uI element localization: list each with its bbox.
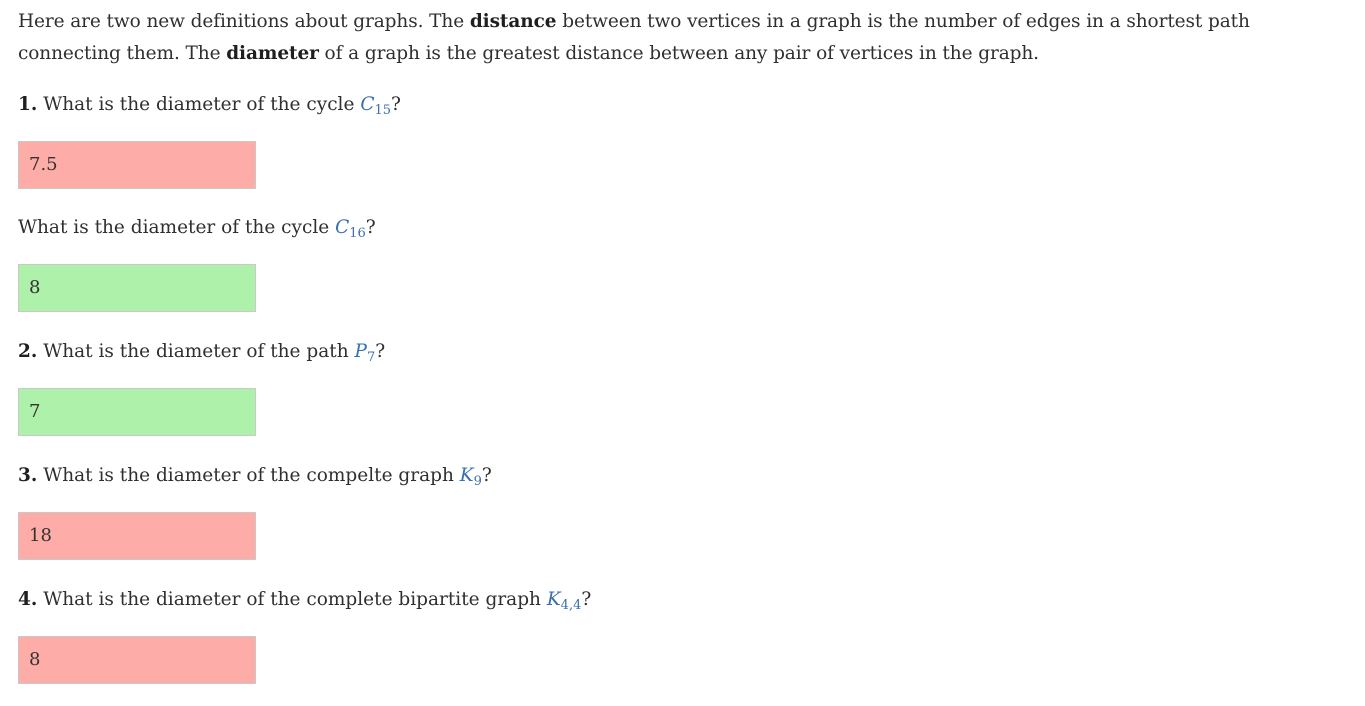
question-suffix: ? [481, 465, 492, 486]
answer-field-4[interactable]: 8 [18, 636, 256, 684]
intro-text-2: between two vertices in a graph is the number of edges in a shortest path connecting them. The [18, 11, 1250, 64]
math-subscript: 4,4 [560, 598, 582, 613]
math-symbol [546, 589, 582, 613]
math-symbol [335, 217, 366, 241]
question-text: What is the diameter of the cycle [37, 94, 361, 115]
question-text: What is the diameter of the path [37, 341, 355, 362]
question-number: 4. [18, 589, 38, 610]
question-text: What is the diameter of the complete bipartite graph [37, 589, 547, 610]
math-letter: P [354, 341, 367, 362]
math-letter: C [335, 217, 350, 238]
intro-text-1: Here are two new definitions about graphs. The [18, 11, 470, 32]
question-suffix: ? [375, 341, 386, 362]
intro-text-3: of a graph is the greatest distance between any pair of vertices in the graph. [318, 43, 1039, 64]
question-text: What is the diameter of the compelte graph [37, 465, 460, 486]
question-number: 2. [18, 341, 38, 362]
question-number: 1. [18, 94, 38, 115]
math-letter: K [546, 589, 561, 610]
term-diameter: diameter [226, 43, 319, 64]
math-symbol [459, 465, 482, 489]
math-symbol [360, 94, 392, 118]
problem-page [18, 6, 1358, 670]
math-subscript: 7 [366, 350, 376, 365]
math-subscript: 9 [473, 474, 482, 489]
question-3-prompt [18, 463, 492, 489]
question-1b-prompt [18, 215, 376, 241]
answer-field-3[interactable]: 18 [18, 512, 256, 560]
question-suffix: ? [365, 217, 376, 238]
question-number: 3. [18, 465, 38, 486]
math-subscript: 16 [349, 226, 366, 241]
question-1-prompt [18, 92, 401, 118]
question-2-prompt [18, 339, 385, 365]
answer-field-2[interactable]: 7 [18, 388, 256, 436]
question-text: What is the diameter of the cycle [18, 217, 336, 238]
answer-field-1[interactable]: 7.5 [18, 141, 256, 189]
math-symbol [354, 341, 376, 365]
question-suffix: ? [391, 94, 401, 115]
math-letter: K [459, 465, 474, 486]
intro-paragraph [18, 6, 1358, 70]
question-suffix: ? [581, 589, 592, 610]
math-letter: C [360, 94, 375, 115]
term-distance: distance [469, 11, 557, 32]
question-4-prompt [18, 587, 591, 613]
math-subscript: 15 [374, 103, 392, 118]
answer-field-1b[interactable]: 8 [18, 264, 256, 312]
